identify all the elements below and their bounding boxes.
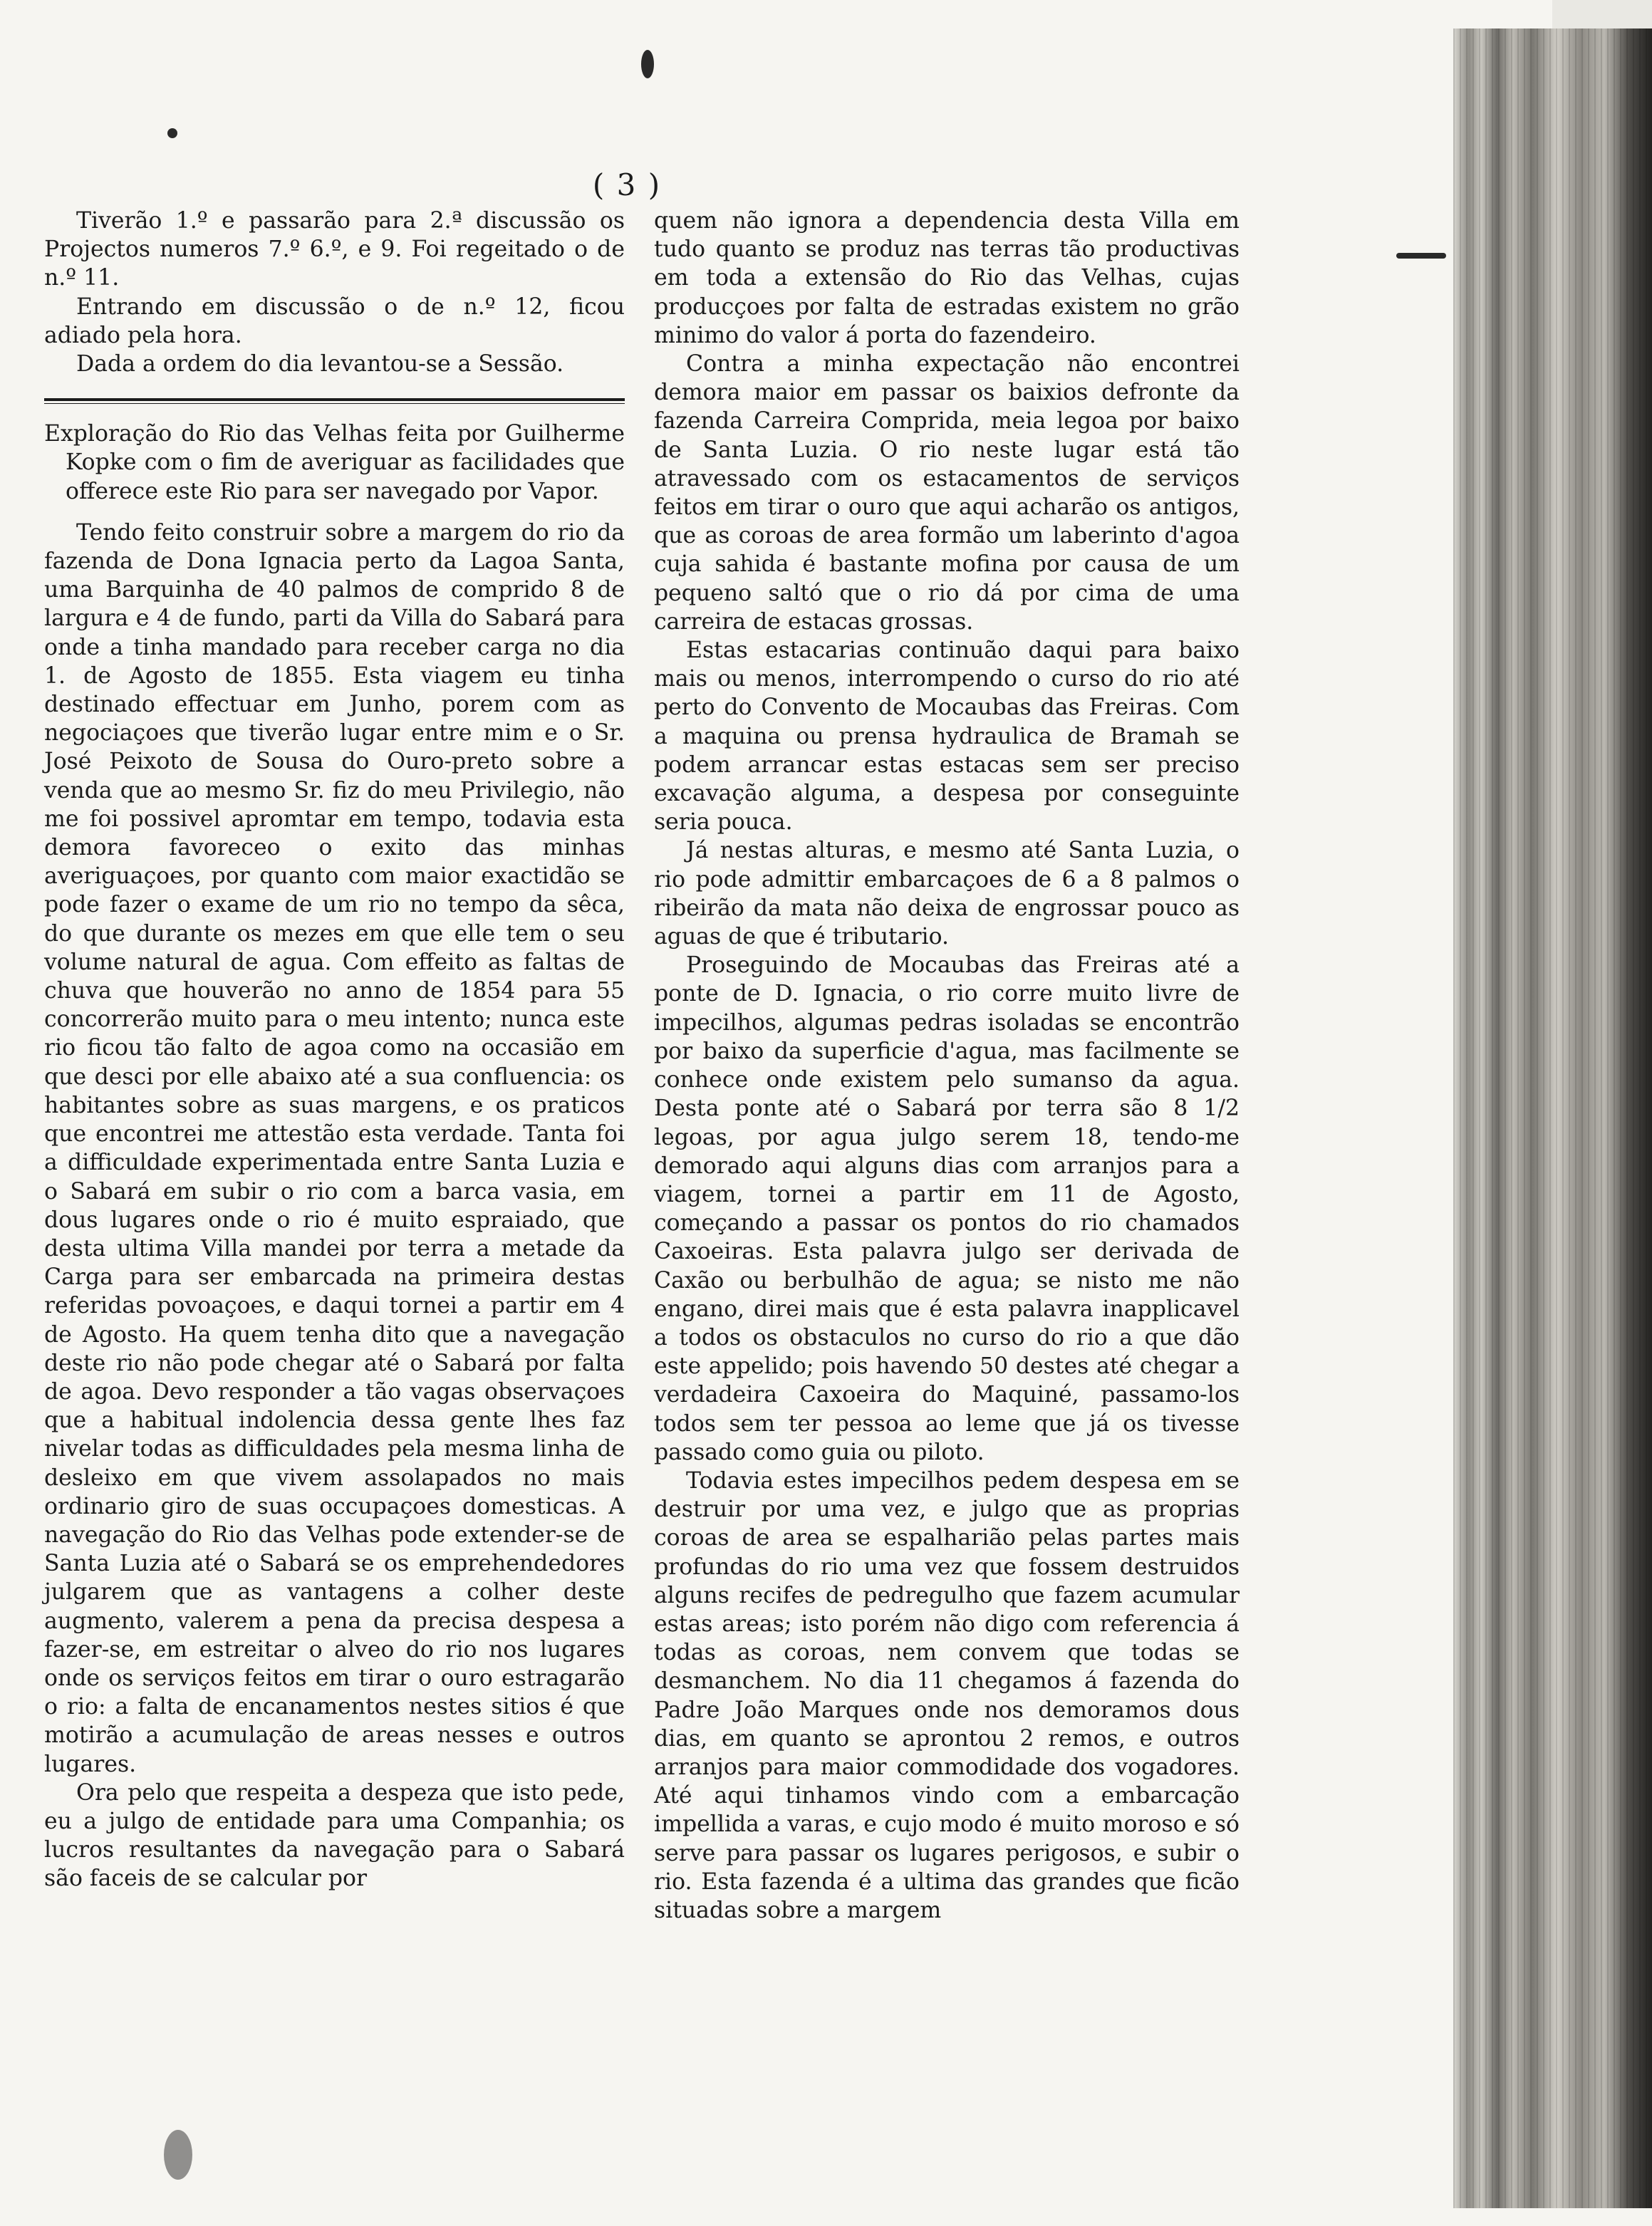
section-divider (44, 398, 625, 404)
book-page-edges (1453, 28, 1652, 2208)
paragraph: Já nestas alturas, e mesmo até Santa Luzia, o rio pode admittir embarcaçoes de 6 a 8 palmos o ribeirão da mata não deixa de engrossar pouco as aguas de que é tributario. (654, 838, 1240, 950)
paragraph: quem não ignora a dependencia desta Villa em tudo quanto se produz nas terras tão productivas em toda a extensão do Rio das Velhas, cujas producçoes por falta de estradas existem no grão minimo do valor á porta do fazendeiro. (654, 208, 1240, 348)
article-title: Exploração do Rio das Velhas feita por Guilherme Kopke com o fim de averiguar as facilidades que offerece este Rio para ser navegado por Vapor. (44, 421, 625, 504)
paragraph: Estas estacarias continuão daqui para baixo mais ou menos, interrompendo o curso do rio até perto do Convento de Mocaubas das Freiras. Com a maquina ou prensa hydraulica de Bramah se podem arrancar estas estacas sem ser preciso excavação alguma, a despesa por conseguinte seria pouca. (654, 638, 1240, 836)
ink-smudge (167, 128, 177, 138)
paragraph: Contra a minha expectação não encontrei demora maior em passar os baixios defronte da fazenda Carreira Comprida, meia legoa por baixo de Santa Luzia. O rio neste lugar está tão atravessado com os estacamentos de serviços feitos em tirar o ouro que aqui acharão os antigos, que as coroas de area formão um laberinto d'agoa cuja sahida é bastante mofina por causa de um pequeno saltó que o rio dá por cima de uma carreira de estacas grossas. (654, 351, 1240, 635)
left-column (44, 207, 625, 1893)
paragraph: Proseguindo de Mocaubas das Freiras até a ponte de D. Ignacia, o rio corre muito livre de impecilhos, algumas pedras isoladas se encontrão por baixo da superficie d'agua, mas facilmente se conhece onde existem pelo sumanso da agua. Desta ponte até o Sabará por terra são 8 1/2 legoas, por agua julgo serem 18, tendo-me demorado aqui alguns dias com arranjos para a viagem, tornei a partir em 11 de Agosto, começando a passar os pontos do rio chamados Caxoeiras. Esta palavra julgo ser derivada de Caxão ou berbulhão de agua; se nisto me não engano, direi mais que é esta palavra inapplicavel a todos os obstaculos no curso do rio a que dão este appelido; pois havendo 50 destes até chegar a verdadeira Caxoeira do Maquiné, passamo-los todos sem ter pessoa ao leme que já os tivesse passado como guia ou piloto. (654, 952, 1240, 1465)
paragraph: Tendo feito construir sobre a margem do rio da fazenda de Dona Ignacia perto da Lagoa Santa, uma Barquinha de 40 palmos de comprido 8 de largura e 4 de fundo, parti da Villa do Sabará para onde a tinha mandado para receber carga no dia 1. de Agosto de 1855. Esta viagem eu tinha destinado effectuar em Junho, porem com as negociaçoes que tiverão lugar entre mim e o Sr. José Peixoto de Sousa do Ouro-preto sobre a venda que ao mesmo Sr. fiz do meu Privilegio, não me foi possivel apromtar em tempo, todavia esta demora favoreceo o exito das minhas averiguaçoes, por quanto com maior exactidão se pode fazer o exame de um rio no tempo da sêca, do que durante os mezes em que elle tem o seu volume natural de agua. Com effeito as faltas de chuva que houverão no anno de 1854 para 55 concorrerão muito para o meu intento; nunca este rio ficou tão falto de agoa como na occasião em que desci por elle abaixo até a sua confluencia: os habitantes sobre as suas margens, e os praticos que encontrei me attestão esta verdade. Tanta foi a difficuldade experimentada entre Santa Luzia e o Sabará em subir o rio com a barca vasia, em dous lugares onde o rio é muito espraiado, que desta ultima Villa mandei por terra a metade da Carga para ser embarcada na primeira destas referidas povoaçoes, e daqui tornei a partir em 4 de Agosto. Ha quem tenha dito que a navegação deste rio não pode chegar até o Sabará por falta de agoa. Devo responder a tão vagas observaçoes que a habitual indolencia dessa gente lhes faz nivelar todas as difficuldades pela mesma linha de desleixo em que vivem assolapados no mais ordinario giro de suas occupaçoes domesticas. A navegação do Rio das Velhas pode extender-se de Santa Luzia até o Sabará se os emprehendedores julgarem que as vantagens a colher deste augmento, valerem a pena da precisa despesa a fazer-se, em estreitar o alveo do rio nos lugares onde os serviços feitos em tirar o ouro estragarão o rio: a falta de encanamentos nestes sitios é que motirão a acumulação de areas nesses e outros lugares. (44, 519, 625, 1777)
paragraph: Todavia estes impecilhos pedem despesa em se destruir por uma vez, e julgo que as proprias coroas de area se espalharião pelas partes mais profundas do rio uma vez que fossem destruidos alguns recifes de pedregulho que fazem acumular estas areas; isto porém não digo com referencia á todas as coroas, nem convem que todas se desmanchem. No dia 11 chegamos á fazenda do Padre João Marques onde nos demoramos dous dias, em quanto se aprontou 2 remos, e outros arranjos para maior commodidade dos vogadores. Até aqui tinhamos vindo com a embarcação impellida a varas, e cujo modo é muito moroso e só serve para passar os lugares perigosos, e subir o rio. Esta fazenda é a ultima das grandes que ficão situadas sobre a margem (654, 1467, 1240, 1923)
session-note: Dada a ordem do dia levantou-se a Sessão. (76, 351, 564, 378)
ink-smudge (164, 2130, 192, 2180)
page-number: ( 3 ) (592, 167, 662, 202)
right-column (654, 207, 1240, 1925)
session-note: Entrando em discussão o de n.º 12, ficou adiado pela hora. (44, 293, 625, 348)
ink-smudge (641, 50, 654, 78)
ink-smudge (1396, 253, 1446, 259)
paragraph: Ora pelo que respeita a despeza que isto pede, eu a julgo de entidade para uma Companhia; os lucros resultantes da navegação para o Sabará são faceis de se calcular por (44, 1779, 625, 1892)
session-note: Tiverão 1.º e passarão para 2.ª discussão os Projectos numeros 7.º 6.º, e 9. Foi regeitado o de n.º 11. (44, 208, 625, 291)
